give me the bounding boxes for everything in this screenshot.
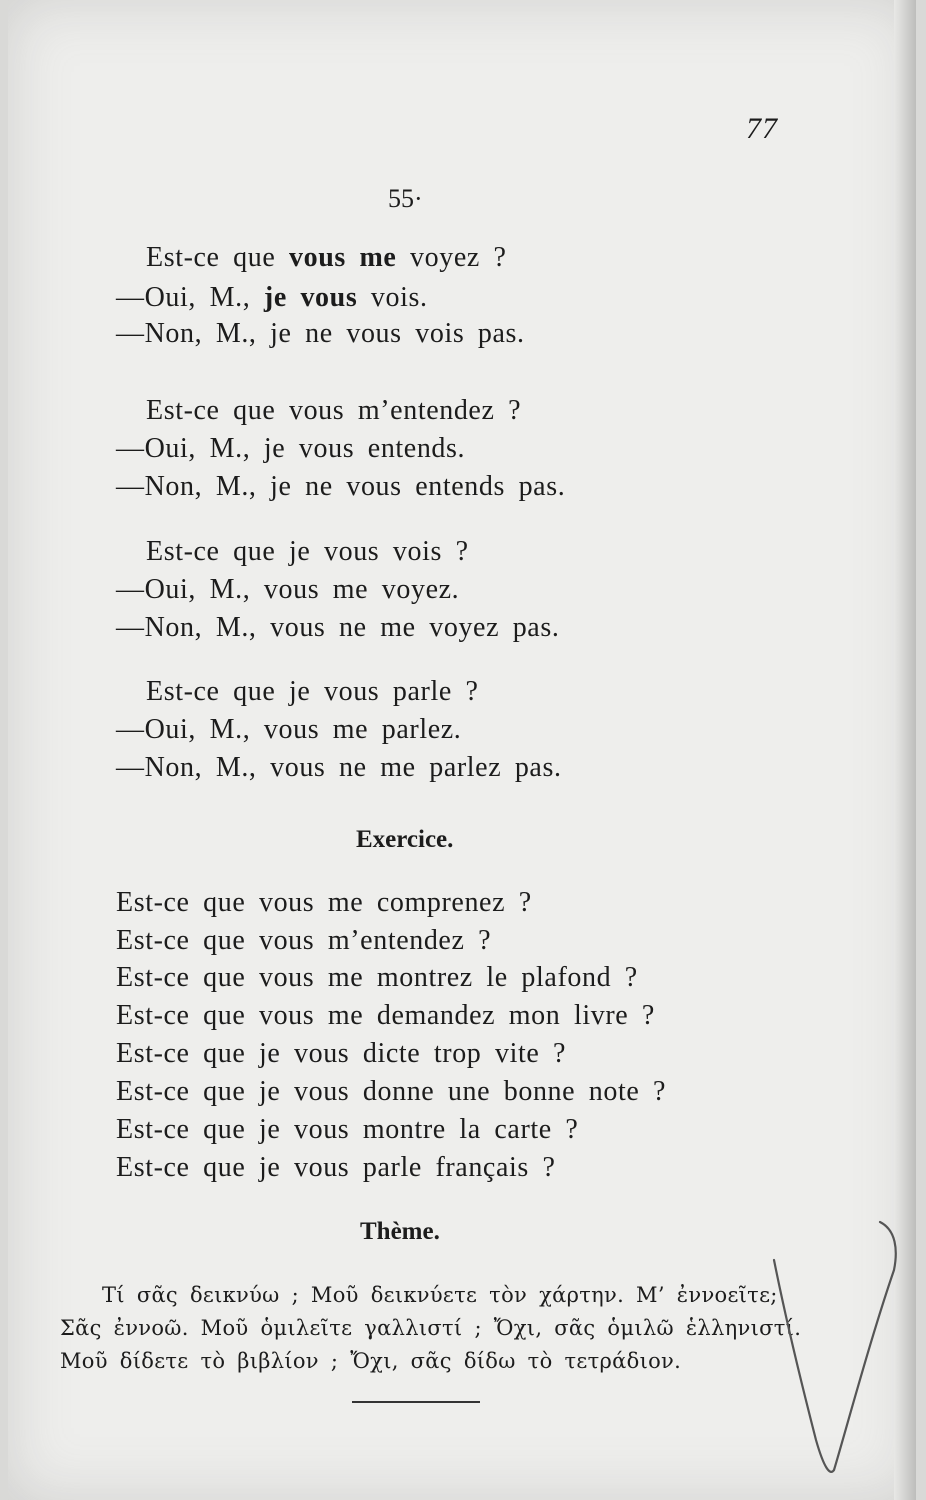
dialogue-question: Est-ce que je vous vois ? — [146, 536, 469, 567]
exercice-line: Est-ce que je vous parle français ? — [116, 1152, 556, 1183]
exercice-line: Est-ce que vous me montrez le plafond ? — [116, 962, 638, 993]
exercice-line: Est-ce que vous me comprenez ? — [116, 887, 532, 918]
dialogue-answer-yes: —Oui, M., vous me voyez. — [116, 574, 460, 605]
dialogue-answer-yes: —Oui, M., je vous vois. — [116, 282, 428, 313]
dialogue-answer-yes: —Oui, M., je vous entends. — [116, 433, 466, 464]
theme-heading: Thème. — [360, 1218, 440, 1245]
dialogue-question: Est-ce que vous me voyez ? — [146, 242, 507, 273]
dialogue-answer-no: —Non, M., vous ne me voyez pas. — [116, 612, 560, 643]
dialogue-question: Est-ce que je vous parle ? — [146, 676, 479, 707]
exercice-line: Est-ce que je vous dicte trop vite ? — [116, 1038, 567, 1069]
section-number: 55· — [388, 184, 423, 213]
dialogue-answer-yes: —Oui, M., vous me parlez. — [116, 714, 462, 745]
dialogue-answer-no: —Non, M., je ne vous entends pas. — [116, 471, 566, 502]
dialogue-question: Est-ce que vous m’entendez ? — [146, 395, 522, 426]
page-number: 77 — [746, 112, 778, 145]
exercice-heading: Exercice. — [356, 826, 454, 853]
pencil-mark — [770, 1200, 900, 1480]
dialogue-answer-no: —Non, M., je ne vous vois pas. — [116, 318, 525, 349]
closing-rule — [352, 1401, 480, 1403]
exercice-line: Est-ce que vous me demandez mon livre ? — [116, 1000, 655, 1031]
greek-line: Σᾶς ἐννοῶ. Μοῦ ὁμιλεῖτε γαλλιστί ; Ὄχι, σᾶς ὁμιλῶ ἑλληνιστί. — [60, 1316, 802, 1340]
exercice-line: Est-ce que je vous donne une bonne note ? — [116, 1076, 667, 1107]
greek-line: Τί σᾶς δεικνύω ; Μοῦ δεικνύετε τὸν χάρτην. Μ’ ἐννοεῖτε; — [102, 1283, 778, 1307]
exercice-line: Est-ce que je vous montre la carte ? — [116, 1114, 579, 1145]
greek-line: Μοῦ δίδετε τὸ βιβλίον ; Ὄχι, σᾶς δίδω τὸ τετράδιον. — [60, 1349, 682, 1373]
dialogue-answer-no: —Non, M., vous ne me parlez pas. — [116, 752, 562, 783]
exercice-line: Est-ce que vous m’entendez ? — [116, 925, 492, 956]
